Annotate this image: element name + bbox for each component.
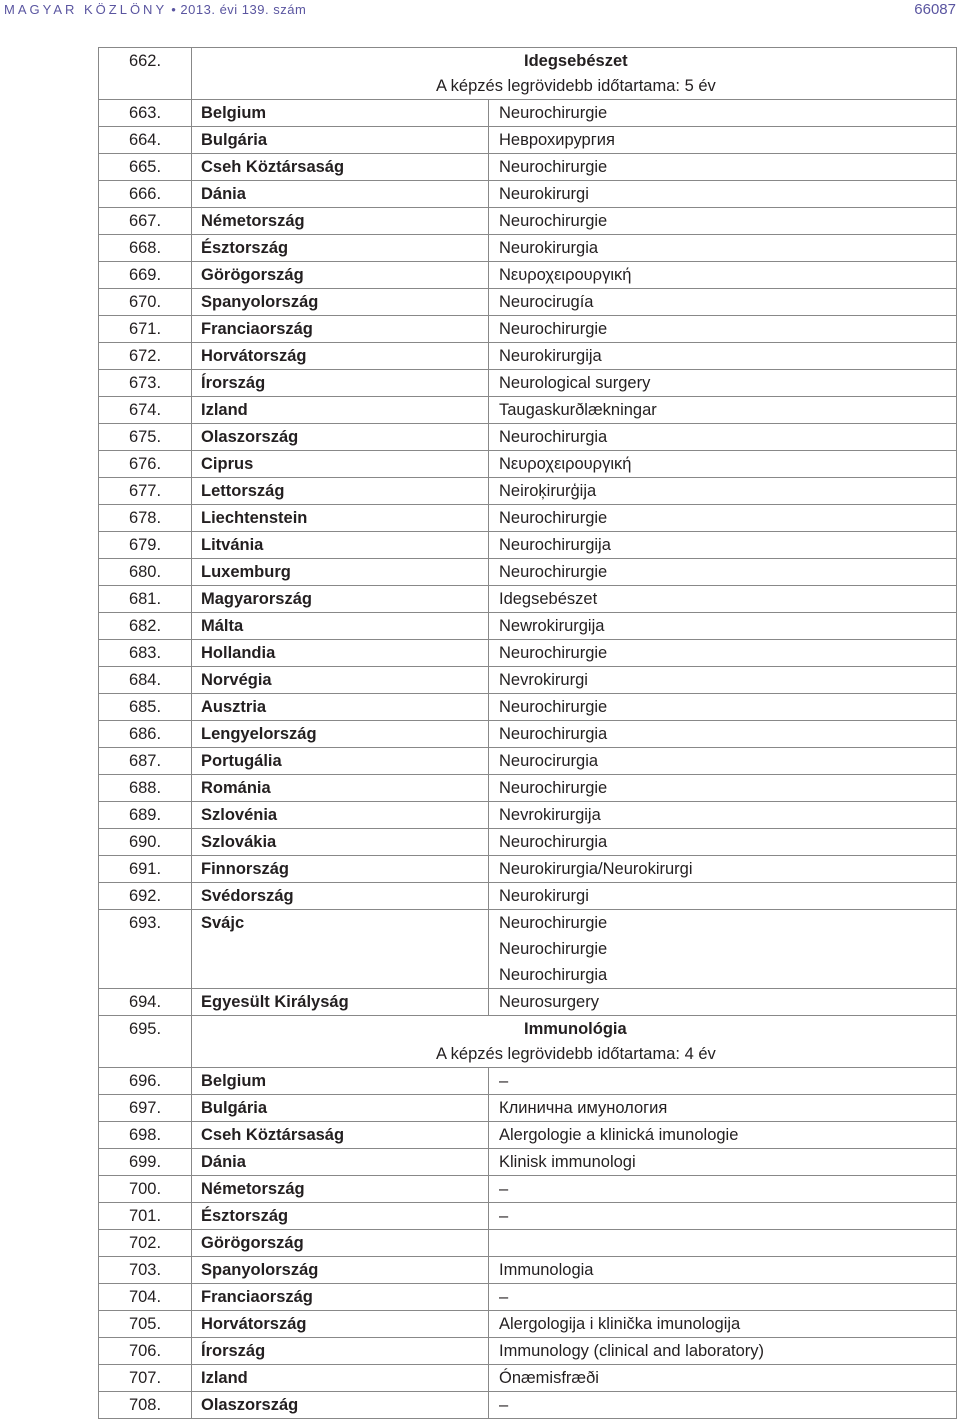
qualification-title: Neurochirurgie (489, 208, 957, 235)
table-row (99, 1230, 957, 1257)
qualification-title: Neurochirurgie (489, 640, 957, 667)
country-name: Svájc (192, 910, 489, 989)
qualification-title: Neurokirurgia/Neurokirurgi (489, 856, 957, 883)
row-number: 678. (99, 505, 192, 532)
country-name: Ausztria (192, 694, 489, 721)
qualification-title: Immunology (clinical and laboratory) (489, 1338, 957, 1365)
country-name: Németország (192, 208, 489, 235)
qualification-title: Neurochirurgia (499, 966, 608, 984)
qualification-title: Idegsebészet (489, 586, 957, 613)
qualification-title: Neurokirurgija (489, 343, 957, 370)
row-number: 687. (99, 748, 192, 775)
qualification-title: Taugaskurðlækningar (489, 397, 957, 424)
country-name: Belgium (192, 1068, 489, 1095)
country-name: Svédország (192, 883, 489, 910)
row-number: 706. (99, 1338, 192, 1365)
header-bullet: • (171, 2, 181, 17)
row-number: 689. (99, 802, 192, 829)
running-head (4, 2, 306, 17)
table-row (99, 316, 957, 343)
qualification-title: Neurochirurgia (489, 721, 957, 748)
table-row (99, 343, 957, 370)
row-number: 670. (99, 289, 192, 316)
table-row (99, 100, 957, 127)
row-number: 707. (99, 1365, 192, 1392)
table-row (99, 856, 957, 883)
country-name: Olaszország (192, 424, 489, 451)
country-name: Görögország (192, 262, 489, 289)
table-row (99, 1284, 957, 1311)
table-row (99, 775, 957, 802)
table-row (99, 1338, 957, 1365)
country-name: Lengyelország (192, 721, 489, 748)
row-number: 675. (99, 424, 192, 451)
country-name: Belgium (192, 100, 489, 127)
table-row (99, 989, 957, 1016)
table-row (99, 802, 957, 829)
qualification-title: Nevrokirurgi (489, 667, 957, 694)
country-name: Lettország (192, 478, 489, 505)
row-number: 692. (99, 883, 192, 910)
country-name: Románia (192, 775, 489, 802)
row-number: 672. (99, 343, 192, 370)
table-row (99, 208, 957, 235)
country-name: Szlovákia (192, 829, 489, 856)
qualification-title: Alergologie a klinická imunologie (489, 1122, 957, 1149)
qualification-title: Neurochirurgie (499, 940, 608, 958)
country-name: Szlovénia (192, 802, 489, 829)
qualification-title: Nevrokirurgija (489, 802, 957, 829)
table-row (99, 1149, 957, 1176)
country-name: Franciaország (192, 316, 489, 343)
country-name: Egyesült Királyság (192, 989, 489, 1016)
section-duration: A képzés legrövidebb időtartama: 5 év (436, 77, 716, 95)
qualification-title: Neurosurgery (489, 989, 957, 1016)
country-name: Izland (192, 1365, 489, 1392)
row-number: 673. (99, 370, 192, 397)
qualification-title: Νευροχειρουργική (489, 451, 957, 478)
table-row (99, 1095, 957, 1122)
qualification-title: Neurochirurgie (489, 154, 957, 181)
table-row (99, 478, 957, 505)
country-name: Bulgária (192, 127, 489, 154)
qualification-title: – (489, 1203, 957, 1230)
row-number: 662. (99, 48, 192, 100)
qualification-title: Neurochirurgie (489, 100, 957, 127)
table-row (99, 181, 957, 208)
country-name: Málta (192, 613, 489, 640)
qualification-title: Neurochirurgie (489, 559, 957, 586)
row-number: 696. (99, 1068, 192, 1095)
qualification-title: – (489, 1392, 957, 1419)
row-number: 685. (99, 694, 192, 721)
country-name: Bulgária (192, 1095, 489, 1122)
row-number: 664. (99, 127, 192, 154)
country-name: Spanyolország (192, 289, 489, 316)
table-row (99, 532, 957, 559)
row-number: 705. (99, 1311, 192, 1338)
row-number: 686. (99, 721, 192, 748)
table-row (99, 48, 957, 100)
country-name: Magyarország (192, 586, 489, 613)
row-number: 691. (99, 856, 192, 883)
table-row (99, 1122, 957, 1149)
table-row (99, 505, 957, 532)
section-title: Idegsebészet (524, 52, 628, 70)
table-row (99, 370, 957, 397)
qualification-title: Neurochirurgie (489, 694, 957, 721)
row-number: 708. (99, 1392, 192, 1419)
table-row (99, 586, 957, 613)
table-row (99, 127, 957, 154)
row-number: 701. (99, 1203, 192, 1230)
row-number: 695. (99, 1016, 192, 1068)
table-row (99, 1311, 957, 1338)
qualification-title: Neurokirurgia (489, 235, 957, 262)
section-header-cell (192, 48, 957, 100)
country-name: Ciprus (192, 451, 489, 478)
country-name: Írország (192, 370, 489, 397)
country-name: Luxemburg (192, 559, 489, 586)
qualification-title: Neurochirurgie (489, 505, 957, 532)
qualification-title (489, 1230, 957, 1257)
row-number: 688. (99, 775, 192, 802)
qualification-title: Klinisk immunologi (489, 1149, 957, 1176)
table-row (99, 289, 957, 316)
issue-info: 2013. évi 139. szám (180, 2, 307, 17)
qualification-title: Neurokirurgi (489, 883, 957, 910)
table-row (99, 154, 957, 181)
qualification-title: Neurochirurgia (489, 829, 957, 856)
country-name: Portugália (192, 748, 489, 775)
row-number: 702. (99, 1230, 192, 1257)
row-number: 699. (99, 1149, 192, 1176)
qualification-title: – (489, 1176, 957, 1203)
country-name: Cseh Köztársaság (192, 1122, 489, 1149)
row-number: 677. (99, 478, 192, 505)
country-name: Olaszország (192, 1392, 489, 1419)
qualification-title: Ónæmisfræði (489, 1365, 957, 1392)
qualification-title: Неврохирургия (489, 127, 957, 154)
row-number: 669. (99, 262, 192, 289)
table-row (99, 883, 957, 910)
row-number: 682. (99, 613, 192, 640)
table-row (99, 1392, 957, 1419)
qualification-title: Клинична имунология (489, 1095, 957, 1122)
qualification-title: Alergologija i klinička imunologija (489, 1311, 957, 1338)
section-title: Immunológia (524, 1020, 627, 1038)
table-row (99, 1203, 957, 1230)
table-row (99, 451, 957, 478)
table-row (99, 694, 957, 721)
table-row (99, 910, 957, 989)
table-row (99, 613, 957, 640)
section-header-cell (192, 1016, 957, 1068)
qualification-title: Νευροχειρουργική (489, 262, 957, 289)
table-row (99, 262, 957, 289)
row-number: 693. (99, 910, 192, 989)
country-name: Dánia (192, 181, 489, 208)
country-name: Norvégia (192, 667, 489, 694)
row-number: 680. (99, 559, 192, 586)
qualification-title: Neurological surgery (489, 370, 957, 397)
qualification-title: Neiroķirurģija (489, 478, 957, 505)
table-row (99, 1068, 957, 1095)
row-number: 676. (99, 451, 192, 478)
country-name: Észtország (192, 1203, 489, 1230)
row-number: 666. (99, 181, 192, 208)
row-number: 703. (99, 1257, 192, 1284)
row-number: 674. (99, 397, 192, 424)
country-name: Liechtenstein (192, 505, 489, 532)
row-number: 704. (99, 1284, 192, 1311)
qualification-title: Newrokirurgija (489, 613, 957, 640)
qualification-title: Neurochirurgia (489, 424, 957, 451)
table-row (99, 1016, 957, 1068)
row-number: 700. (99, 1176, 192, 1203)
table-row (99, 235, 957, 262)
country-name: Franciaország (192, 1284, 489, 1311)
country-name: Horvátország (192, 343, 489, 370)
qualification-title: Neurochirurgie (489, 316, 957, 343)
qualification-title: Neurokirurgi (489, 181, 957, 208)
row-number: 697. (99, 1095, 192, 1122)
row-number: 684. (99, 667, 192, 694)
qualification-title: – (489, 1068, 957, 1095)
country-name: Észtország (192, 235, 489, 262)
qualification-table (98, 47, 957, 1419)
table-row (99, 1257, 957, 1284)
journal-name: MAGYAR KÖZLÖNY (4, 2, 168, 17)
table-row (99, 1365, 957, 1392)
qualification-title: Neurocirugía (489, 289, 957, 316)
section-duration: A képzés legrövidebb időtartama: 4 év (436, 1045, 716, 1063)
country-name: Hollandia (192, 640, 489, 667)
table-row (99, 829, 957, 856)
row-number: 663. (99, 100, 192, 127)
country-name: Írország (192, 1338, 489, 1365)
table-row (99, 721, 957, 748)
row-number: 683. (99, 640, 192, 667)
row-number: 665. (99, 154, 192, 181)
table-row (99, 640, 957, 667)
qualification-title: – (489, 1284, 957, 1311)
table-row (99, 424, 957, 451)
row-number: 668. (99, 235, 192, 262)
table-row (99, 748, 957, 775)
country-name: Finnország (192, 856, 489, 883)
country-name: Izland (192, 397, 489, 424)
country-name: Horvátország (192, 1311, 489, 1338)
row-number: 698. (99, 1122, 192, 1149)
country-name: Görögország (192, 1230, 489, 1257)
qualification-title: Neurochirurgie (499, 914, 608, 932)
qualification-title: Neurocirurgia (489, 748, 957, 775)
country-name: Spanyolország (192, 1257, 489, 1284)
country-name: Litvánia (192, 532, 489, 559)
country-name: Dánia (192, 1149, 489, 1176)
country-name: Németország (192, 1176, 489, 1203)
table-row (99, 667, 957, 694)
row-number: 681. (99, 586, 192, 613)
country-name: Cseh Köztársaság (192, 154, 489, 181)
page-header (0, 0, 960, 22)
table-row (99, 559, 957, 586)
qualification-title: Neurochirurgie (489, 775, 957, 802)
table-row (99, 1176, 957, 1203)
row-number: 694. (99, 989, 192, 1016)
page-number: 66087 (914, 1, 956, 18)
row-number: 690. (99, 829, 192, 856)
qualification-title: Neurochirurgija (489, 532, 957, 559)
row-number: 671. (99, 316, 192, 343)
table-row (99, 397, 957, 424)
qualification-title: Immunologia (489, 1257, 957, 1284)
row-number: 679. (99, 532, 192, 559)
row-number: 667. (99, 208, 192, 235)
qualification-titles (489, 910, 957, 989)
